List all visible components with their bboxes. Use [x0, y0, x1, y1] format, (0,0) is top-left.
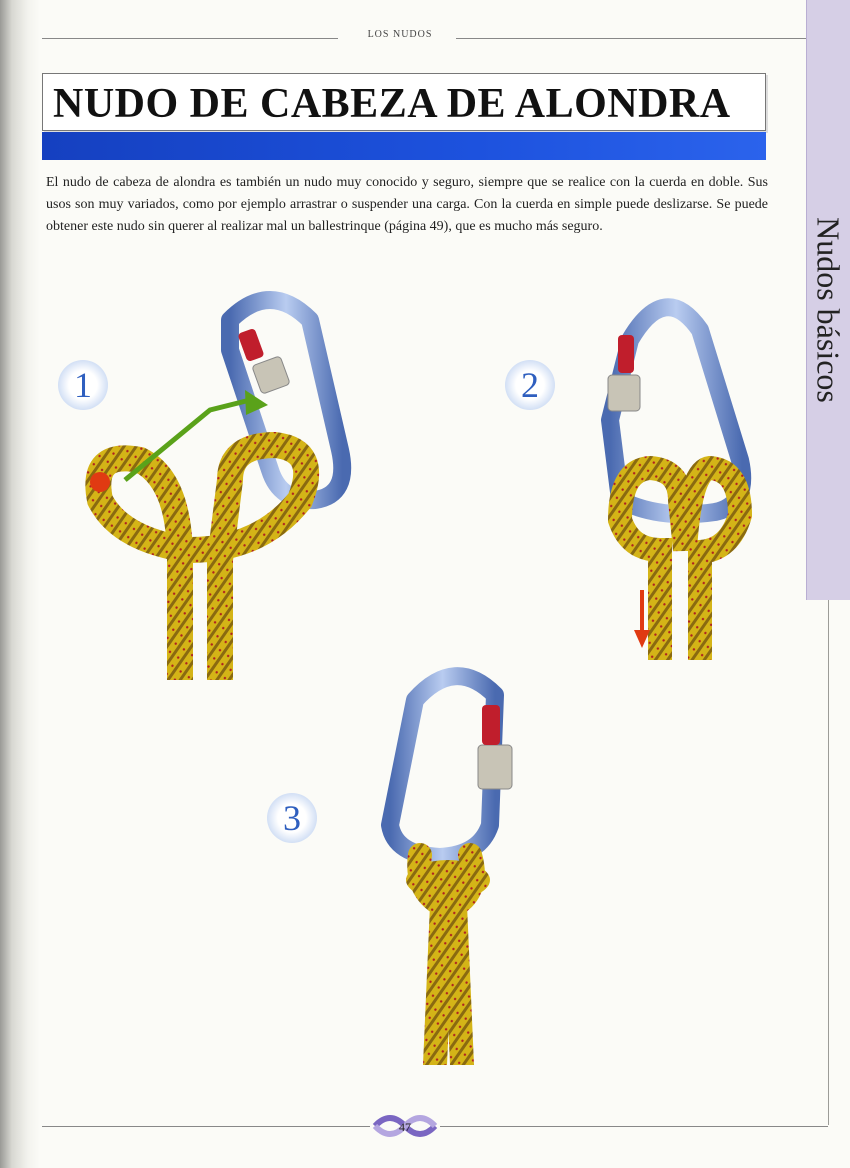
illustration-step-2 — [590, 280, 790, 660]
running-header: LOS NUDOS — [367, 29, 433, 40]
section-tab-label: Nudos básicos — [810, 217, 847, 403]
carabiner-3 — [390, 676, 512, 857]
page-binding-shadow — [0, 0, 40, 1168]
header-rule-left — [42, 38, 338, 39]
red-arrowhead — [634, 630, 650, 648]
right-margin-rule — [828, 600, 829, 1125]
title-color-bar — [42, 132, 766, 160]
illustration-step-1 — [80, 280, 380, 680]
step-number-2: 2 — [505, 360, 555, 410]
step-number-3: 3 — [267, 793, 317, 843]
page-number: 47 — [399, 1120, 411, 1134]
footer-rule-right — [440, 1126, 828, 1127]
footer-rule-left — [42, 1126, 370, 1127]
illustration-step-3 — [370, 655, 560, 1065]
header-rule-right — [456, 38, 806, 39]
rope-3 — [406, 855, 490, 1065]
page-title: NUDO DE CABEZA DE ALONDRA — [53, 81, 731, 127]
intro-paragraph: El nudo de cabeza de alondra es también un nudo muy conocido y seguro, siempre que se realice con la cuerda en doble. Sus usos son muy variados, como por ejemplo arrastrar o suspender una carga. Con la cuerda en simple puede deslizarse. Se puede obtener este nudo sin querer al realizar mal un ballestrinque (página 49), que es mucho más seguro. — [46, 175, 768, 234]
start-marker — [90, 472, 110, 492]
step-number-1: 1 — [58, 360, 108, 410]
